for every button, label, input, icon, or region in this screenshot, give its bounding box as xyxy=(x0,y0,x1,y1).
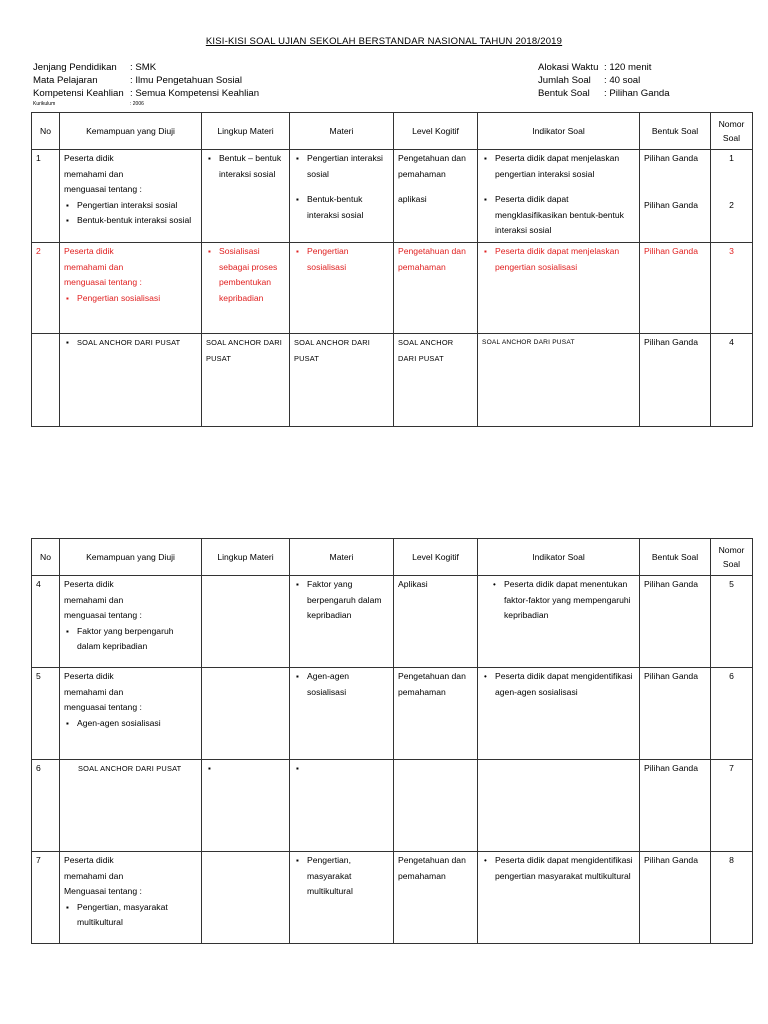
text-line: menguasai tentang : xyxy=(64,184,142,194)
text-line: Pengetahuan dan pemahaman xyxy=(398,153,466,179)
cell-kemampuan xyxy=(60,668,202,760)
meta-value: : 120 menit xyxy=(604,62,652,73)
col-header-nomor: Nomor Soal xyxy=(711,113,753,150)
cell-indikator xyxy=(478,576,640,668)
col-header-materi: Materi xyxy=(290,539,394,576)
col-header-no: No xyxy=(32,539,60,576)
cell-indikator xyxy=(478,668,640,760)
cell-no: 7 xyxy=(32,852,60,944)
col-header-bentuk: Bentuk Soal xyxy=(640,113,711,150)
bullet-item: ▪ Faktor yang berpengaruh dalam kepribadian xyxy=(77,624,197,655)
cell-materi xyxy=(290,150,394,243)
cell-materi: SOAL ANCHOR DARI PUSAT xyxy=(290,334,394,427)
cell-lingkup xyxy=(202,852,290,944)
cell-materi xyxy=(290,760,394,852)
cell-level: Aplikasi xyxy=(394,576,478,668)
table-row xyxy=(32,576,753,668)
bullet-item: ▪ Agen-agen sosialisasi xyxy=(77,716,197,732)
text-line: memahami dan xyxy=(64,261,124,272)
text-line: menguasai tentang : xyxy=(64,702,142,712)
bullet-item: ▪ Faktor yang berpengaruh dalam kepribadian xyxy=(307,577,389,624)
meta-label: Alokasi Waktu xyxy=(538,62,599,73)
text-line: 1 xyxy=(729,153,734,163)
meta-left xyxy=(33,61,259,108)
cell-indikator: SOAL ANCHOR DARI PUSAT xyxy=(478,334,640,427)
bullet-item: ▪ Pengertian sosialisasi xyxy=(77,291,197,307)
bullet-item: ▪ Pengertian interaksi sosial xyxy=(77,198,197,214)
meta-value: : Pilihan Ganda xyxy=(604,88,670,99)
meta-label: Kurikulum xyxy=(33,101,56,107)
cell-no: 1 xyxy=(32,150,60,243)
cell-kemampuan xyxy=(60,576,202,668)
text-line: Peserta didik xyxy=(64,579,114,589)
col-header-level: Level Kogitif xyxy=(394,539,478,576)
table-row-highlighted xyxy=(32,243,753,334)
text-line: aplikasi xyxy=(398,194,427,204)
bullet-item: ▪ Bentuk-bentuk interaksi sosial xyxy=(77,213,197,229)
cell-level: Pengetahuan dan pemahaman xyxy=(394,668,478,760)
bullet-item: ▪ Pengertian, masyarakat multikultural xyxy=(77,900,197,931)
bullet-item: ▪ Peserta didik dapat mengklasifikasikan bentuk-bentuk interaksi sosial xyxy=(495,192,635,239)
text-line: Peserta didik xyxy=(64,855,114,865)
text-line: Pilihan Ganda xyxy=(644,199,698,210)
cell-bentuk: Pilihan Ganda xyxy=(640,760,711,852)
meta-value: : 2006 xyxy=(130,101,144,107)
cell-nomor: 7 xyxy=(711,760,753,852)
bullet-item: ▪ SOAL ANCHOR DARI PUSAT xyxy=(77,335,197,351)
cell-materi xyxy=(290,668,394,760)
cell-bentuk: Pilihan Ganda xyxy=(640,668,711,760)
col-header-lingkup: Lingkup Materi xyxy=(202,113,290,150)
text-line: Peserta didik xyxy=(64,153,114,163)
table-row xyxy=(32,760,753,852)
meta-label: Jenjang Pendidikan xyxy=(33,62,117,73)
cell-bentuk: Pilihan Ganda xyxy=(640,243,711,334)
bullet-list xyxy=(64,198,197,229)
text-line: memahami dan xyxy=(64,168,124,179)
cell-nomor: 5 xyxy=(711,576,753,668)
cell-lingkup xyxy=(202,576,290,668)
cell-kemampuan xyxy=(60,243,202,334)
bullet-item: ▪ Agen-agen sosialisasi xyxy=(307,669,389,700)
cell-no: 2 xyxy=(32,243,60,334)
col-header-indikator: Indikator Soal xyxy=(478,539,640,576)
meta-label: Bentuk Soal xyxy=(538,88,590,99)
cell-materi xyxy=(290,576,394,668)
kisi-table-2 xyxy=(31,538,753,944)
cell-lingkup xyxy=(202,760,290,852)
cell-indikator xyxy=(478,760,640,852)
text-line: menguasai tentang : xyxy=(64,610,142,620)
col-header-level: Level Kogitif xyxy=(394,113,478,150)
table-row xyxy=(32,334,753,427)
col-header-bentuk: Bentuk Soal xyxy=(640,539,711,576)
cell-level xyxy=(394,760,478,852)
col-header-kemampuan: Kemampuan yang Diuji xyxy=(60,539,202,576)
cell-level xyxy=(394,150,478,243)
cell-indikator xyxy=(478,852,640,944)
meta-value: : 40 soal xyxy=(604,75,641,86)
text-line: Pilihan Ganda xyxy=(644,153,698,163)
text-line: memahami dan xyxy=(64,686,124,697)
cell-materi xyxy=(290,243,394,334)
cell-level: Pengetahuan dan pemahaman xyxy=(394,852,478,944)
cell-no xyxy=(32,334,60,427)
table-row xyxy=(32,668,753,760)
cell-bentuk: Pilihan Ganda xyxy=(640,334,711,427)
cell-kemampuan xyxy=(60,852,202,944)
text-line: memahami dan xyxy=(64,594,124,605)
bullet-item: • Peserta didik dapat mengidentifikasi agen-agen sosialisasi xyxy=(495,669,635,700)
table-row xyxy=(32,852,753,944)
cell-lingkup xyxy=(202,243,290,334)
col-header-lingkup: Lingkup Materi xyxy=(202,539,290,576)
bullet-item: ▪ Pengertian interaksi sosial xyxy=(307,151,389,182)
cell-nomor xyxy=(711,150,753,243)
cell-no: 4 xyxy=(32,576,60,668)
cell-indikator xyxy=(478,150,640,243)
bullet-item: ▪ Bentuk-bentuk interaksi sosial xyxy=(307,192,389,223)
cell-indikator xyxy=(478,243,640,334)
cell-bentuk xyxy=(640,150,711,243)
meta-label: Mata Pelajaran xyxy=(33,75,98,86)
cell-level: Pengetahuan dan pemahaman xyxy=(394,243,478,334)
text-line: memahami dan xyxy=(64,870,124,881)
text-line: Peserta didik xyxy=(64,671,114,681)
bullet-item: ▪ Pengertian, masyarakat multikultural xyxy=(307,853,389,900)
cell-kemampuan xyxy=(60,334,202,427)
col-header-indikator: Indikator Soal xyxy=(478,113,640,150)
cell-level: SOAL ANCHOR DARI PUSAT xyxy=(394,334,478,427)
cell-bentuk: Pilihan Ganda xyxy=(640,576,711,668)
cell-no: 6 xyxy=(32,760,60,852)
text-line: 2 xyxy=(729,199,734,210)
col-header-nomor: Nomor Soal xyxy=(711,539,753,576)
meta-right xyxy=(538,61,670,100)
cell-lingkup xyxy=(202,668,290,760)
cell-nomor: 4 xyxy=(711,334,753,427)
meta-value: : Semua Kompetensi Keahlian xyxy=(130,88,260,99)
bullet-item: ▪ Peserta didik dapat menjelaskan pengertian interaksi sosial xyxy=(495,151,635,182)
cell-bentuk: Pilihan Ganda xyxy=(640,852,711,944)
cell-no: 5 xyxy=(32,668,60,760)
cell-lingkup: SOAL ANCHOR DARI PUSAT xyxy=(202,334,290,427)
cell-nomor: 6 xyxy=(711,668,753,760)
text-line: Menguasai tentang : xyxy=(64,886,142,896)
kisi-table-1 xyxy=(31,112,753,427)
cell-kemampuan xyxy=(60,150,202,243)
table-header-row xyxy=(32,113,753,150)
table-header-row xyxy=(32,539,753,576)
cell-materi xyxy=(290,852,394,944)
text-line: menguasai tentang : xyxy=(64,277,142,287)
bullet-item: • Peserta didik dapat mengidentifikasi pengertian masyarakat multikultural xyxy=(495,853,635,884)
bullet-item: ▪ Bentuk – bentuk interaksi sosial xyxy=(219,151,285,182)
meta-value: : Ilmu Pengetahuan Sosial xyxy=(130,75,243,86)
cell-nomor: 8 xyxy=(711,852,753,944)
text-line: Peserta didik xyxy=(64,246,114,256)
meta-label: Kompetensi Keahlian xyxy=(33,88,124,99)
bullet-item: ▪ Peserta didik dapat menjelaskan pengertian sosialisasi xyxy=(495,244,635,275)
col-header-no: No xyxy=(32,113,60,150)
table-row xyxy=(32,150,753,243)
document-title: KISI-KISI SOAL UJIAN SEKOLAH BERSTANDAR NASIONAL TAHUN 2018/2019 xyxy=(205,36,563,47)
bullet-item: ▪ Sosialisasi sebagai proses pembentukan kepribadian xyxy=(219,244,285,306)
bullet-item: ▪ Pengertian sosialisasi xyxy=(307,244,389,275)
cell-kemampuan: SOAL ANCHOR DARI PUSAT xyxy=(60,760,202,852)
bullet-item: • Peserta didik dapat menentukan faktor-faktor yang mempengaruhi kepribadian xyxy=(504,577,635,624)
meta-value: : SMK xyxy=(130,62,157,73)
meta-label: Jumlah Soal xyxy=(538,75,591,86)
cell-nomor: 3 xyxy=(711,243,753,334)
col-header-materi: Materi xyxy=(290,113,394,150)
cell-lingkup xyxy=(202,150,290,243)
col-header-kemampuan: Kemampuan yang Diuji xyxy=(60,113,202,150)
